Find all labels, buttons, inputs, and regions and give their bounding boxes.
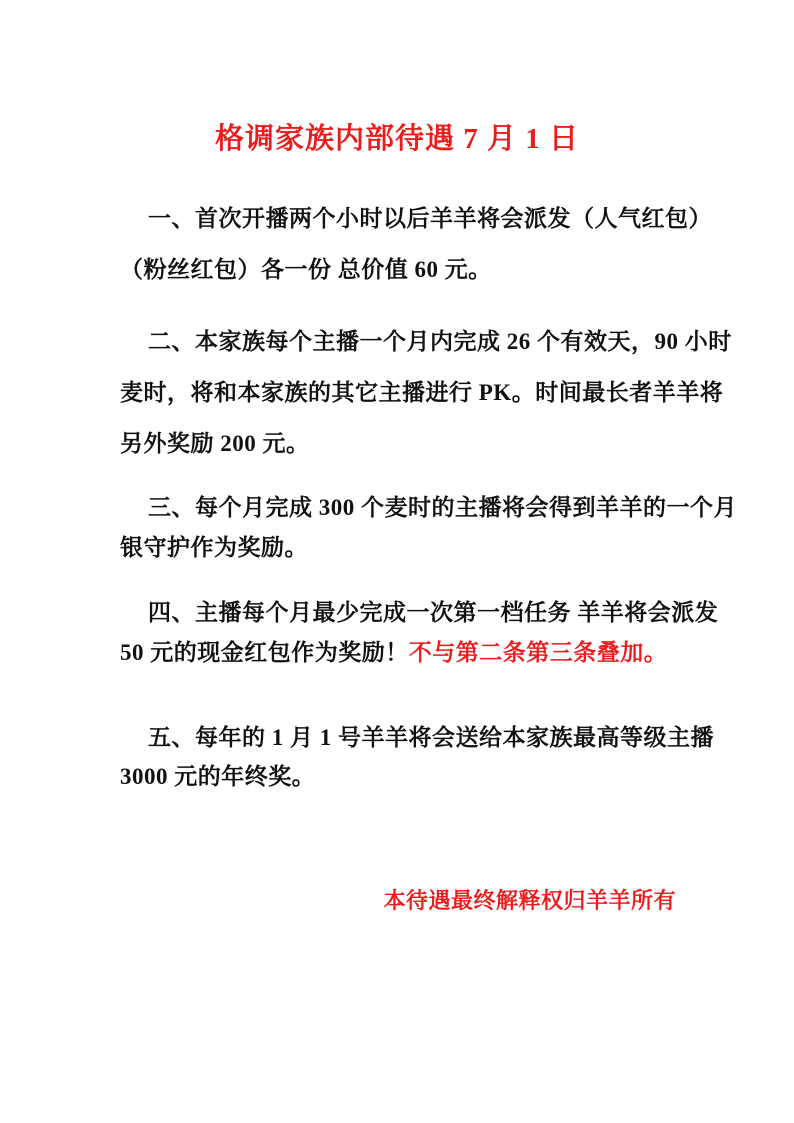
paragraph-line: 四、主播每个月最少完成一次第一档任务 羊羊将会派发 [148,600,719,625]
paragraph-line: 3000 元的年终奖。 [120,764,316,789]
paragraph-line: （粉丝红包）各一份 总价值 60 元。 [120,257,492,282]
footer-rights-note: 本待遇最终解释权归羊羊所有 [383,888,676,913]
paragraph-line: 三、每个月完成 300 个麦时的主播将会得到羊羊的一个月 [148,495,737,520]
paragraph-text: 50 元的现金红包作为奖励！ [120,640,409,665]
paragraph-item-1 [120,193,712,295]
paragraph-line: 二、本家族每个主播一个月内完成 26 个有效天，90 小时 [148,329,732,354]
document-title: 格调家族内部待遇 7 月 1 日 [214,123,579,155]
paragraph-line: 五、每年的 1 月 1 号羊羊将会送给本家族最高等级主播 [148,725,714,750]
paragraph-item-4 [120,593,719,673]
paragraph-line [120,633,676,673]
paragraph-line: 银守护作为奖励。 [120,535,308,560]
paragraph-item-3 [120,488,737,568]
paragraph-item-2 [120,316,732,469]
paragraph-line: 一、首次开播两个小时以后羊羊将会派发（人气红包） [148,206,712,231]
paragraph-line: 麦时，将和本家族的其它主播进行 PK。时间最长者羊羊将 [120,380,724,405]
paragraph-item-5 [120,718,714,796]
paragraph-line: 另外奖励 200 元。 [120,431,310,456]
red-warning-text: 不与第二条第三条叠加。 [408,640,668,665]
